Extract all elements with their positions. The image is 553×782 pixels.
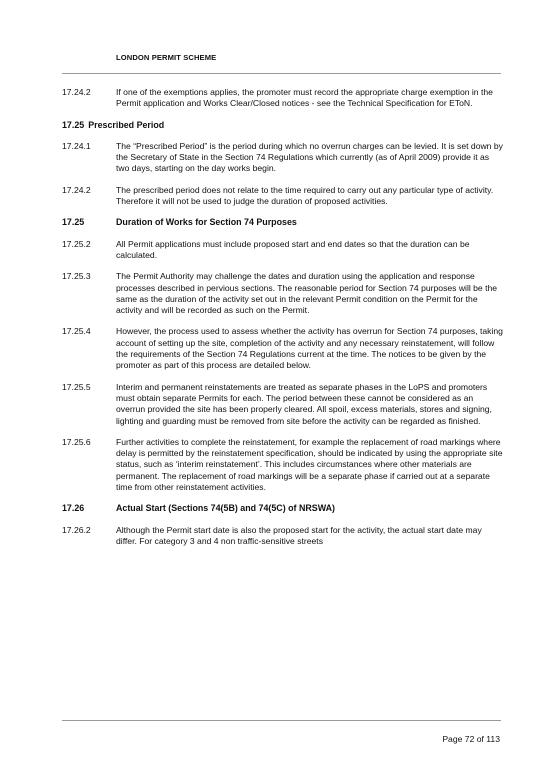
- paragraph-number: 17.24.1: [62, 140, 91, 151]
- section-number: 17.25: [62, 217, 85, 228]
- paragraph: [62, 437, 504, 493]
- paragraph: [62, 271, 504, 316]
- section-heading: [62, 217, 504, 228]
- paragraph: [62, 326, 504, 371]
- document-header: LONDON PERMIT SCHEME: [116, 53, 217, 62]
- paragraph-number: 17.26.2: [62, 524, 91, 535]
- section-title: Prescribed Period: [88, 119, 165, 130]
- paragraph-number: 17.25.4: [62, 326, 91, 337]
- section-title: Duration of Works for Section 74 Purposes: [116, 217, 297, 228]
- paragraph: [62, 382, 504, 427]
- section-title: Actual Start (Sections 74(5B) and 74(5C) of NRSWA): [116, 503, 335, 514]
- section-heading: [62, 503, 504, 514]
- section-number: 17.26: [62, 503, 85, 514]
- paragraph-number: 17.25.3: [62, 271, 91, 282]
- paragraph: [62, 239, 504, 262]
- page-number: Page 72 of 113: [442, 734, 500, 744]
- paragraph-number: 17.24.2: [62, 87, 91, 97]
- paragraph-text: Although the Permit start date is also the proposed start for the activity, the actual start date may differ. For category 3 and 4 non traffic-sensitive streets: [116, 524, 482, 546]
- paragraph-text: The prescribed period does not relate to the time required to carry out any particular type of activity. Therefore it will not be used to judge the duration of proposed activities.: [116, 184, 494, 207]
- paragraph-text: The “Prescribed Period” is the period during which no overrun charges can be levied. It is set down by the Secretary of State in the Section 74 Regulations which currently (as of April 2009) provide it as two days, starting on the day works begin.: [116, 140, 503, 174]
- section-number: 17.25: [62, 119, 85, 130]
- paragraph-text: Further activities to complete the reinstatement, for example the replacement of road markings where delay is permitted by the reinstatement specification, should be indicated by using the appropriate site status, such as ‘interim reinstatement’. This includes circumstances where other materials are permanent. The replacement of road markings will be a separate phase if carried out at a separate time from other reinstatement activities.: [116, 436, 503, 493]
- paragraph-text: Interim and permanent reinstatements are treated as separate phases in the LoPS and promoters must obtain separate Permits for each. The period between these cannot be considered as an overrun provided the site has been properly cleared. All spoil, excess materials, stores and signing, lighting and guarding must be removed from site before the activity can be regarded as finished.: [116, 381, 492, 426]
- paragraph: [62, 185, 504, 208]
- paragraph-text: The Permit Authority may challenge the dates and duration using the application and response processes described in pervious sections. The reasonable period for Section 74 purposes will be the same as the duration of the activity set out in the relevant Permit condition on the Permit for the activity and will be recorded as such on the Permit.: [116, 271, 498, 316]
- paragraph: [62, 525, 504, 548]
- header-divider: [62, 73, 501, 74]
- paragraph-number: 17.25.5: [62, 381, 91, 392]
- paragraph: [62, 141, 504, 175]
- section-heading: [62, 120, 504, 131]
- paragraph-number: 17.25.2: [62, 238, 91, 249]
- paragraph-text: All Permit applications must include proposed start and end dates so that the duration can be calculated.: [116, 238, 470, 260]
- paragraph-number: 17.24.2: [62, 184, 91, 195]
- paragraph-text: If one of the exemptions applies, the promoter must record the appropriate charge exemption in the Permit application and Works Clear/Closed notices - see the Technical Specification for EToN.: [116, 87, 493, 109]
- paragraph-number: 17.25.6: [62, 436, 91, 447]
- document-body: [62, 87, 504, 557]
- paragraph-text: However, the process used to assess whether the activity has overrun for Section 74 purposes, taking account of setting up the site, completion of the activity and any necessary reinstatement, will follow the requirements of the Section 74 Regulations current at the time. The notices to be given by the promoter as part of this process are detailed below.: [116, 326, 503, 371]
- footer-divider: [62, 720, 501, 721]
- paragraph: [62, 87, 504, 110]
